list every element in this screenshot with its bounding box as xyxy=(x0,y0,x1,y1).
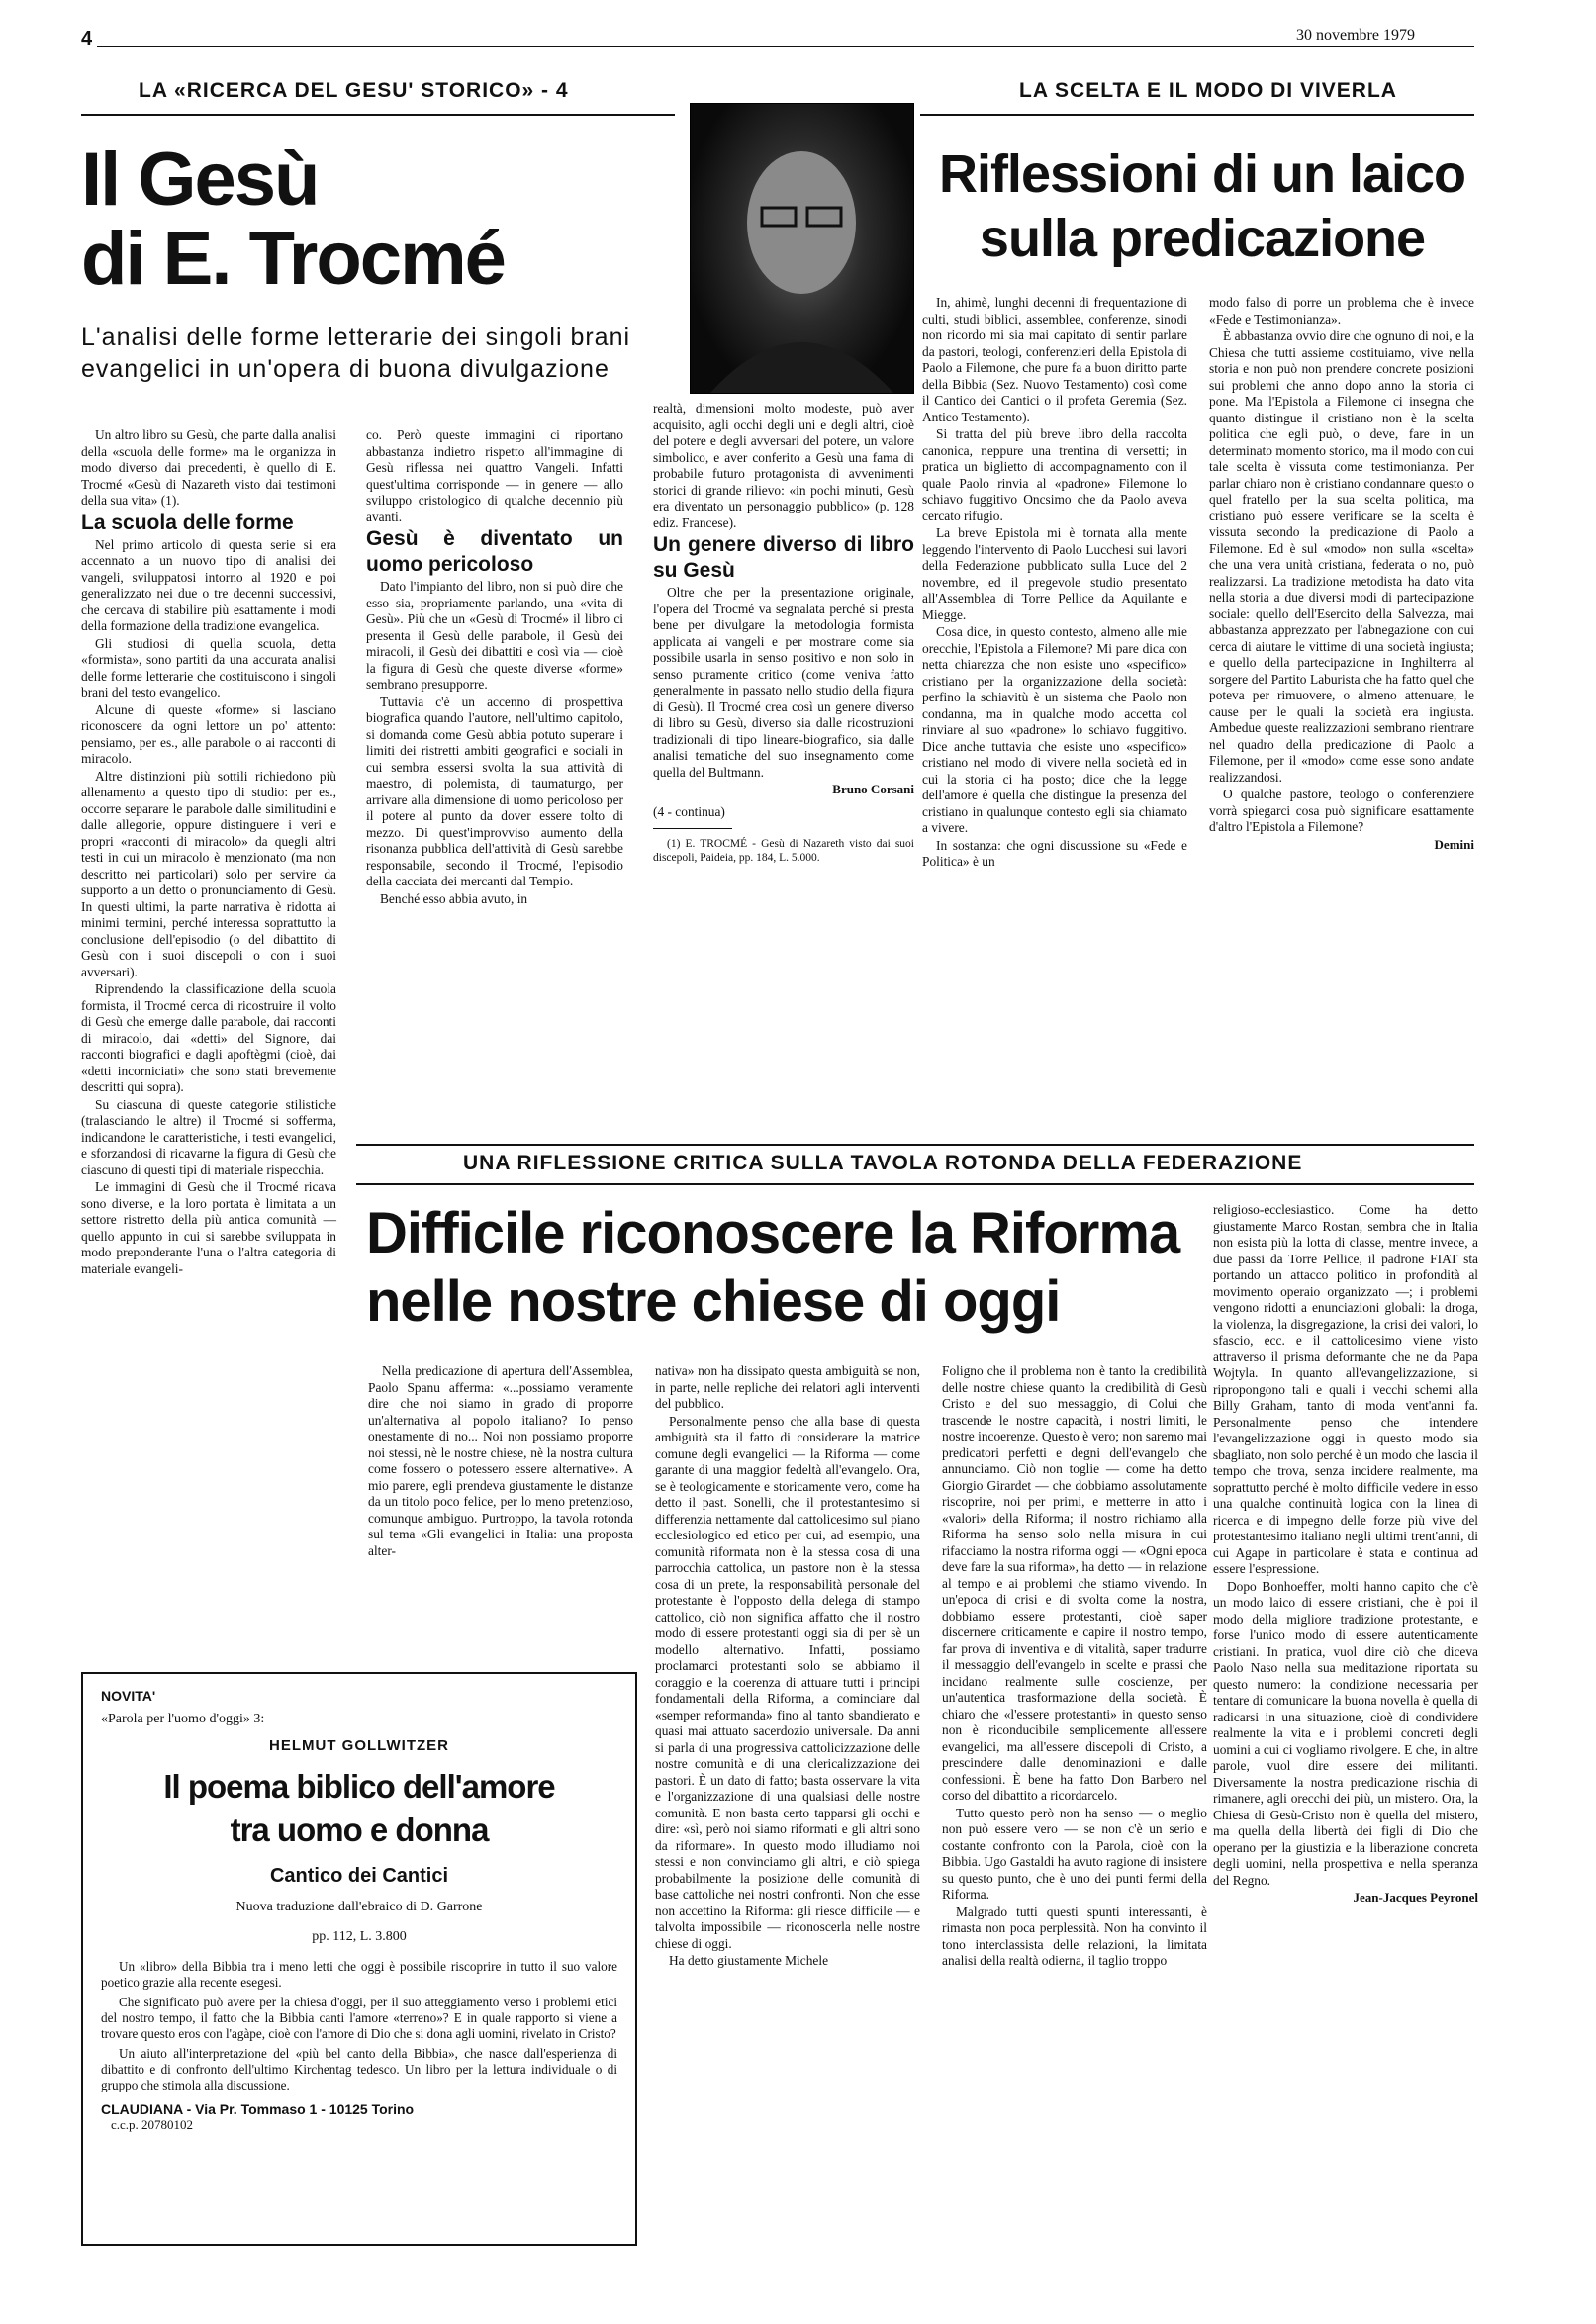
paragraph: È abbastanza ovvio dire che ognuno di noi, e la Chiesa che tutti assieme costituiamo, vive nella storia e non può non prendere concrete posizioni sui problemi che anno dopo anno la storia ci pone. Ma l'Epistola a Filemone ci insegna che quanto distingue il cristiano non è la scelta politica che egli può, o deve, fare in un determinato momento storico, ma il modo con cui tale scelta è vissuta come testimonianza. Per parlar chiaro non è cristiano condannare questo o quel fratello per la sua scelta politica, ma cristiano può essere verificare se la scelta è vissuta secondo la predicazione di Paolo a Filemone. Ed è sul «modo» non sulla «scelta» che una vera unità cristiana, federata o no, può realizzarsi. La tradizione metodista ha dato vita nella storia a due diversi modi di partecipazione sociale: quello dell'Esercito della Salvezza, mai abbastanza apprezzato per l'abnegazione con cui cerca di aiutare le vittime di una società ingiusta; e quello della partecipazione in Inghilterra al sorgere del Partito Laburista che ha fatto quel che poteva per rimuovere, o almeno attenuare, le cause per le quali la società era ingiusta. Ambedue queste realizzazioni sembrano rientrare nel quadro della predicazione di Paolo a Filemone, per il «modo» come esse sono andate realizzandosi. xyxy=(1209,328,1474,785)
right-kicker: LA SCELTA E IL MODO DI VIVERLA xyxy=(1019,79,1397,102)
paragraph: Si tratta del più breve libro della raccolta canonica, neppure una trentina di versetti; in pratica un biglietto di accompagnamento con il quale Paolo rinvia al «padrone» Filemone lo schiavo fuggitivo Oncsimo che da Paolo aveva cercato rifugio. xyxy=(922,426,1187,523)
bottom-title-line1: Difficile riconoscere la Riforma xyxy=(366,1201,1180,1265)
ad-body-p1: Un «libro» della Bibbia tra i meno letti che oggi è possibile riscoprire in tutto il suo valore poetico grazie alla recente esegesi. xyxy=(101,1959,617,1990)
page-number: 4 xyxy=(81,28,93,49)
left-subhead-1: La scuola delle forme xyxy=(81,511,294,534)
left-title-line2: di E. Trocmé xyxy=(81,217,505,301)
right-title-line2: sulla predicazione xyxy=(979,209,1426,268)
left-intro: Un altro libro su Gesù, che parte dalla analisi della «scuola delle forme» ma le organizza in modo diverso dai precedenti, è quello di E. Trocmé «Gesù di Nazareth visto dai testimoni della sua vita» (1). xyxy=(81,427,336,508)
left-footnote: (1) E. TROCMÉ - Gesù di Nazareth visto dai suoi discepoli, Paideia, pp. 184, L. 5.000. xyxy=(653,838,914,864)
bottom-article-col3 xyxy=(942,1363,1207,1971)
left-subhead-2: Gesù è diventato un uomo pericoloso xyxy=(366,527,623,576)
bottom-kicker: UNA RIFLESSIONE CRITICA SULLA TAVOLA ROTONDA DELLA FEDERAZIONE xyxy=(463,1152,1303,1174)
ad-body-p3: Un aiuto all'interpretazione del «più bel canto della Bibbia», che nasce dall'esperienza di dibattito e di confronto dell'ultimo Kirchentag tedesco. Un libro per la lettura individuale o di gruppo che stimola alla discussione. xyxy=(101,2046,617,2092)
left-title-line1: Il Gesù xyxy=(81,138,319,222)
ad-series: «Parola per l'uomo d'oggi» 3: xyxy=(101,1712,265,1726)
ad-title-line2: tra uomo e donna xyxy=(230,1812,489,1848)
ad-body-p2: Che significato può avere per la chiesa d'oggi, per il suo atteggiamento verso i problemi etici del nostro tempo, il fatto che la Bibbia canti l'amore «terreno»? E in quale rapporto si viene a trovare questo eros con l'agàpe, cioè con l'amore di Dio che si dona agli uomini, rivelato in Cristo? xyxy=(101,1995,617,2041)
paragraph: Le immagini di Gesù che il Trocmé ricava sono diverse, e la loro portata è limitata a un settore ristretto della più antica comunità — quello appunto in cui si sarebbe sviluppata in modo preponderante l'una o l'altra categoria di materiale evangeli- xyxy=(81,1179,336,1276)
paragraph: Riprendendo la classificazione della scuola formista, il Trocmé cerca di ricostruire il volto di Gesù che emerge dalle parabole, dai racconti di miracolo, dai «detti» del Signore, dai racconti biografici e dagli apoftègmi (cioè, dai «detti incorniciati» che sono stati brevemente descritti qui sopra). xyxy=(81,981,336,1094)
header-rule xyxy=(97,46,1474,47)
paragraph: Altre distinzioni più sottili richiedono più allenamento a questo tipo di studio: per es., occorre separare le parabole dalle similitudini e dalle allegorie, oppure distinguere i veri e propri «racconti di miracolo» da quegli altri testi in cui un miracolo è menzionato (ma non descritto nei particolari) solo per servire da supporto a un detto o pronunciamento di Gesù. In questi ultimi, la parte narrativa è ridotta ai minimi termini, perché interessa soprattutto la conclusione dell'episodio (o del dibattito di Gesù con i suoi discepoli o con i suoi avversari). xyxy=(81,768,336,979)
right-signature: Demini xyxy=(1434,836,1474,852)
ad-subtitle: Cantico dei Cantici xyxy=(269,1865,449,1887)
left-article-col2 xyxy=(366,427,623,908)
left-subhead-3: Un genere diverso di libro su Gesù xyxy=(653,533,914,582)
bottom-kicker-rule-top xyxy=(356,1144,1474,1146)
paragraph: In, ahimè, lunghi decenni di frequentazione di culti, studi biblici, assemblee, conferenze, sinodi non ricordo mi sia mai capitato di sentir parlare da pastori, teologi, conferenzieri della Epistola di Paolo a Filemone, che pure fa a buon diritto parte della Bibbia (Sez. Nuovo Testamento) così come il Cantico dei Cantici o il profeta Geremia (Sez. Antico Testamento). xyxy=(922,295,1187,424)
paragraph: Malgrado tutti questi spunti interessanti, è rimasta non poca perplessità. Non ha convinto il tono interclassista delle relazioni, la limitata analisi della realtà odierna, il taglio troppo xyxy=(942,1904,1207,1968)
paragraph: La breve Epistola mi è tornata alla mente leggendo l'intervento di Paolo Lucchesi sui lavori della Federazione pubblicato sulla Luce del 2 novembre, ed il pregevole studio presentato all'Assemblea di Torre Pellice da Aquilante e Miegge. xyxy=(922,525,1187,622)
paragraph: modo falso di porre un problema che è invece «Fede e Testimonianza». xyxy=(1209,295,1474,326)
paragraph: O qualche pastore, teologo o conferenziere vorrà spiegarci cosa può significare esattamente d'altro l'Epistola a Filemone? xyxy=(1209,787,1474,834)
paragraph: In sostanza: che ogni discussione su «Fede e Politica» è un xyxy=(922,837,1187,869)
ad-ccp: c.c.p. 20780102 xyxy=(111,2117,194,2132)
left-continua: (4 - continua) xyxy=(653,803,725,819)
ad-label: NOVITA' xyxy=(101,1688,156,1704)
paragraph: Tuttavia c'è un accenno di prospettiva biografica quando l'autore, nell'ultimo capitolo, si domanda come Gesù abbia potuto superare i limiti dei ristretti ambiti geografici e sociali in cui sembra essersi svolta la sua attività di maestro, di polemista, di taumaturgo, per arrivare alla dimensione di uomo pericoloso per il potere al punto da dover essere tolto di mezzo. Di quest'improvviso aumento della risonanza pubblica dell'attività di Gesù sarebbe responsabile, secondo il Trocmé, l'episodio della cacciata dei mercanti dal Tempio. xyxy=(366,694,623,888)
paragraph: Ha detto giustamente Michele xyxy=(669,1953,829,1968)
paragraph: Nella predicazione di apertura dell'Assemblea, Paolo Spanu afferma: «...possiamo veramente dire che noi siamo in grado di proporre un'alternativa al popolo italiano? Io penso onestamente di no... Noi non possiamo proporre noi stessi, nè le nostre chiese, nè la nostra cultura come fossero o potessero essere alternative». A mio parere, egli prendeva giustamente le distanze da un titolo poco felice, per lo meno pretenzioso, comunque ambiguo. Purtroppo, la tavola rotonda sul tema «Gli evangelici in Italia: una proposta alter- xyxy=(368,1363,633,1558)
ad-title-line1: Il poema biblico dell'amore xyxy=(163,1768,555,1805)
bottom-title-line2: nelle nostre chiese di oggi xyxy=(366,1269,1061,1334)
bottom-article-col2 xyxy=(655,1363,920,1971)
ad-author: HELMUT GOLLWITZER xyxy=(269,1737,449,1754)
right-kicker-rule xyxy=(920,114,1474,116)
paragraph: religioso-ecclesiastico. Come ha detto giustamente Marco Rostan, sembra che in Italia non esista più la lotta di classe, mentre invece, a due passi da Torre Pellice, il padrone FIAT sta portando un attacco politico in profondità al movimento operaio organizzato —; i problemi vengono ridotti a enunciazioni globali: la droga, la violenza, la disgregazione, la crisi dei valori, lo sfascio, ecc. e il cattolicesimo viene visto attraverso il prisma deformante che ne da Papa Wojtyla. In quanto all'evangelizzazione, si ripropongono tali e quali i vecchi schemi alla Billy Graham, tanto di moda vent'anni fa. Personalmente penso che intendere l'evangelizzazione oggi in questo modo sia sbagliato, non solo perché è un modo che lascia il tempo che trova, senza incidere realmente, ma soprattutto perché è molto difficile vedere in esso una qualche continuità logica con la linea di ricerca e di impegno delle forze più vive del protestantesimo italiano negli ultimi trent'anni, di cui Agape in particolare è stata e continua ad essere l'espressione. xyxy=(1213,1202,1478,1576)
bottom-article-col4 xyxy=(1213,1202,1478,1907)
left-kicker-rule xyxy=(81,114,675,116)
portrait-photo-icon xyxy=(691,104,913,393)
paragraph: Oltre che per la presentazione originale, l'opera del Trocmé va segnalata perché si presta bene per divulgare la metodologia formista applicata ai vangeli e per mostrare come sia possibile usarla in senso positivo e non solo in senso puramente critico (come veniva fatto generalmente in passato nello studio della figura di Gesù). Il Trocmé crea così un genere diverso di libro su Gesù, diverso sia dalle ricostruzioni tradizionali di tipo lineare-biografico, sia dalle analisi tematiche del suo insegnamento come quella del Bultmann. xyxy=(653,585,914,780)
ad-price: pp. 112, L. 3.800 xyxy=(312,1929,407,1944)
book-advertisement xyxy=(81,1672,637,2246)
paragraph: Nel primo articolo di questa serie si era accennato a un nuovo tipo di analisi dei vangeli, sviluppatosi intorno al 1920 e poi generalizzato nei due o tre decenni successivi, che cercava di stabilire più esattamente i modi della formazione della tradizione evangelica. xyxy=(81,536,336,633)
paragraph: Dato l'impianto del libro, non si può dire che esso sia, propriamente parlando, una «vita di Gesù». Più che un «Gesù di Trocmé» il libro ci presenta il Gesù delle parabole, il Gesù dei miracoli, il Gesù dei dibattiti e così via — cioè la figura di Gesù che queste diverse «forme» sembrano presupporre. xyxy=(366,579,623,692)
left-article-col1 xyxy=(81,427,336,1278)
left-article-col3 xyxy=(653,401,914,866)
left-signature: Bruno Corsani xyxy=(832,782,914,796)
paragraph: Alcune di queste «forme» si lasciano riconoscere da ogni lettore un po' attento: pensiamo, per es., alle parabole o ai racconti di miracolo. xyxy=(81,701,336,766)
paragraph: realtà, dimensioni molto modeste, può aver acquisito, agli occhi degli uni e degli altri, cioè del potere e degli avversari del potere, un valore simbolico, e aver conferito a Gesù una fama di probabile futuro protagonista di avvenimenti storici di grande rilievo: «in pochi minuti, Gesù era diventato un personaggio pubblico» (p. 128 ediz. Francese). xyxy=(653,401,914,530)
issue-date: 30 novembre 1979 xyxy=(1296,27,1415,44)
portrait-photo xyxy=(690,103,914,394)
paragraph: Dopo Bonhoeffer, molti hanno capito che c'è un modo laico di essere cristiani, che è poi il modo della migliore tradizione protestante, e forse l'unico modo di essere autenticamente cristiani. In pratica, vuol dire ciò che diceva Paolo Naso nella sua meditazione riportata su questo numero: la condizione necessaria per tentare di comunicare la buona novella è quella di radicarsi in una situazione, cioè di condividere realmente la vita e i problemi concreti degli uomini a cui ci vogliamo rivolgere. E che, in altre parole, vuol dire essere dei militanti. Diversamente la nostra predicazione rischia di rimanere, agli orecchi dei più, un mistero. Ora, la Chiesa di Gesù-Cristo non è quella del mistero, ma quella della libertà dei figli di Dio che operano per la giustizia e la liberazione concreta degli uomini, nella prospettiva e nella speranza del Regno. xyxy=(1213,1578,1478,1888)
paragraph: Gli studiosi di quella scuola, detta «formista», sono partiti da una accurata analisi delle forme letterarie che costituiscono i singoli brani del testo evangelico. xyxy=(81,635,336,699)
ad-publisher: CLAUDIANA - Via Pr. Tommaso 1 - 10125 Torino xyxy=(101,2101,415,2117)
left-subtitle: L'analisi delle forme letterarie dei singoli brani evangelici in un'opera di buona divulgazione xyxy=(81,324,631,383)
paragraph: Personalmente penso che alla base di questa ambiguità sta il fatto di considerare la matrice comune degli evangelici — la Riforma — come garante di una maggior fedeltà all'evangelo. Ora, se è teologicamente e storicamente vero, come ha detto il past. Sonelli, che il protestantesimo si differenzia nettamente dal cattolicesimo sul piano ecclesiologico ed etico per cui, ad esempio, una comunità riformata non è la stessa cosa di una parrocchia cattolica, un pastore non è la stessa cosa di un prete, la responsabilità personale del protestante è l'opposto della delega di stampo cattolico, ciò non significa affatto che il nostro modo di essere protestanti oggi sia di per sè un modello alternativo. Infatti, possiamo proclamarci protestanti solo se abbiamo il coraggio e la coerenza di attuare tutti i principi fondamentali della Riforma, a cominciare dal «semper reformanda» fino al tanto sbandierato e quasi mai attuato sacerdozio universale. Da anni si parla di una progressiva cattolicizzazione delle nostre comunità e di una clericalizzazione dei pastori. È un dato di fatto; basta osservare la vita e l'organizzazione di una qualsiasi delle nostre comunità. E non basta certo tapparsi gli occhi e dire: «sì, però noi siamo riformati e gli altri sono da riformare». In questo modo illudiamo noi stessi e non convinciamo gli altri, e ciò spiega probabilmente la posizione delle comunità di base cattoliche nei nostri confronti. Non che esse non accettino la Riforma: gli riesce difficile — e talvolta impossibile — riconoscerla nelle nostre chiese di oggi. xyxy=(655,1413,920,1951)
paragraph: Su ciascuna di queste categorie stilistiche (tralasciando le altre) il Trocmé si sofferma, indicandone le caratteristiche, i testi evangelici, e sforzandosi di ricavarne la figura di Gesù che ciascuno di questi tipi di materiale rispecchia. xyxy=(81,1096,336,1177)
paragraph: Cosa dice, in questo contesto, almeno alle mie orecchie, l'Epistola a Filemone? Mi pare dica con netta chiarezza che non esiste uno «specifico» cristiano per la organizzazione della società: perfino la schiavitù è un sistema che Paolo non condanna, ma in qualche modo accetta col rinviare al suo «padrone» lo schiavo fuggitivo. Dice anche tuttavia che esiste uno «specifico» cristiano nel modo di vivere nella società ed in cui la storia ci ha posto; dice che la legge dell'amore è quella che distingue la presenza del cristiano in qualunque contesto egli sia chiamato a vivere. xyxy=(922,624,1187,835)
right-title-line1: Riflessioni di un laico xyxy=(938,144,1466,204)
paragraph: Foligno che il problema non è tanto la credibilità delle nostre chiese quanto la credibilità di Gesù Cristo e del suo messaggio, di Colui che trascende le nostre capacità, i nostri limiti, le nostre incoerenze. Questo è vero; non saremo mai predicatori perfetti e degni dell'evangelo che annunciamo. Ciò non toglie — come ha detto Giorgio Girardet — che dobbiamo assolutamente riscoprire, noi per primi, e metterre in atto i «valori» della Riforma; il nostro richiamo alla Riforma ha senso solo nella misura in cui rifacciamo la nostra riforma oggi — «Ogni epoca deve fare la sua riforma», ha detto — in relazione al tempo e ai problemi che stiamo vivendo. In un'epoca di crisi e di svolta come la nostra, dobbiamo essere protestanti, cioè saper discernere criticamente e capire il nostro tempo, far prova di inventiva e di vitalità, saper tradurre il messaggio dell'evangelo in scelte e prassi che incidano realmente sulle coscienze, per un'autentica trasformazione della società. È chiaro che «l'essere protestanti» in questo senso non è riconducibile semplicemente all'essere evangelici, ma all'essere discepoli di Cristo, a prescindere dalle denominazioni e dalle confessioni. È bene ha fatto Don Barbero nel corso del dibattito a ricordarcelo. xyxy=(942,1363,1207,1803)
footnote-rule xyxy=(653,828,732,829)
ad-translation: Nuova traduzione dall'ebraico di D. Garrone xyxy=(235,1900,483,1914)
left-kicker: LA «RICERCA DEL GESU' STORICO» - 4 xyxy=(139,79,569,102)
paragraph: Tutto questo però non ha senso — o meglio non può essere vero — se non c'è un serio e costante confronto con la Parola, cioè con la Bibbia. Ugo Gastaldi ha avuto ragione di insistere su questo punto, che è uno dei punti fermi della Riforma. xyxy=(942,1805,1207,1902)
paragraph: Benché esso abbia avuto, in xyxy=(380,890,528,906)
bottom-signature: Jean-Jacques Peyronel xyxy=(1353,1890,1478,1905)
bottom-article-col1 xyxy=(368,1363,633,1560)
right-article-col2 xyxy=(1209,295,1474,854)
right-article-col1 xyxy=(922,295,1187,872)
bottom-kicker-rule xyxy=(356,1183,1474,1185)
paragraph: nativa» non ha dissipato questa ambiguità se non, in parte, nelle repliche dei relatori agli interventi del pubblico. xyxy=(655,1363,920,1411)
paragraph: co. Però queste immagini ci riportano abbastanza indietro rispetto all'immagine di Gesù riflessa nei quattro Vangeli. Infatti quest'ultima corrisponde — in genere — allo sviluppo cristologico di qualche decennio più avanti. xyxy=(366,427,623,524)
